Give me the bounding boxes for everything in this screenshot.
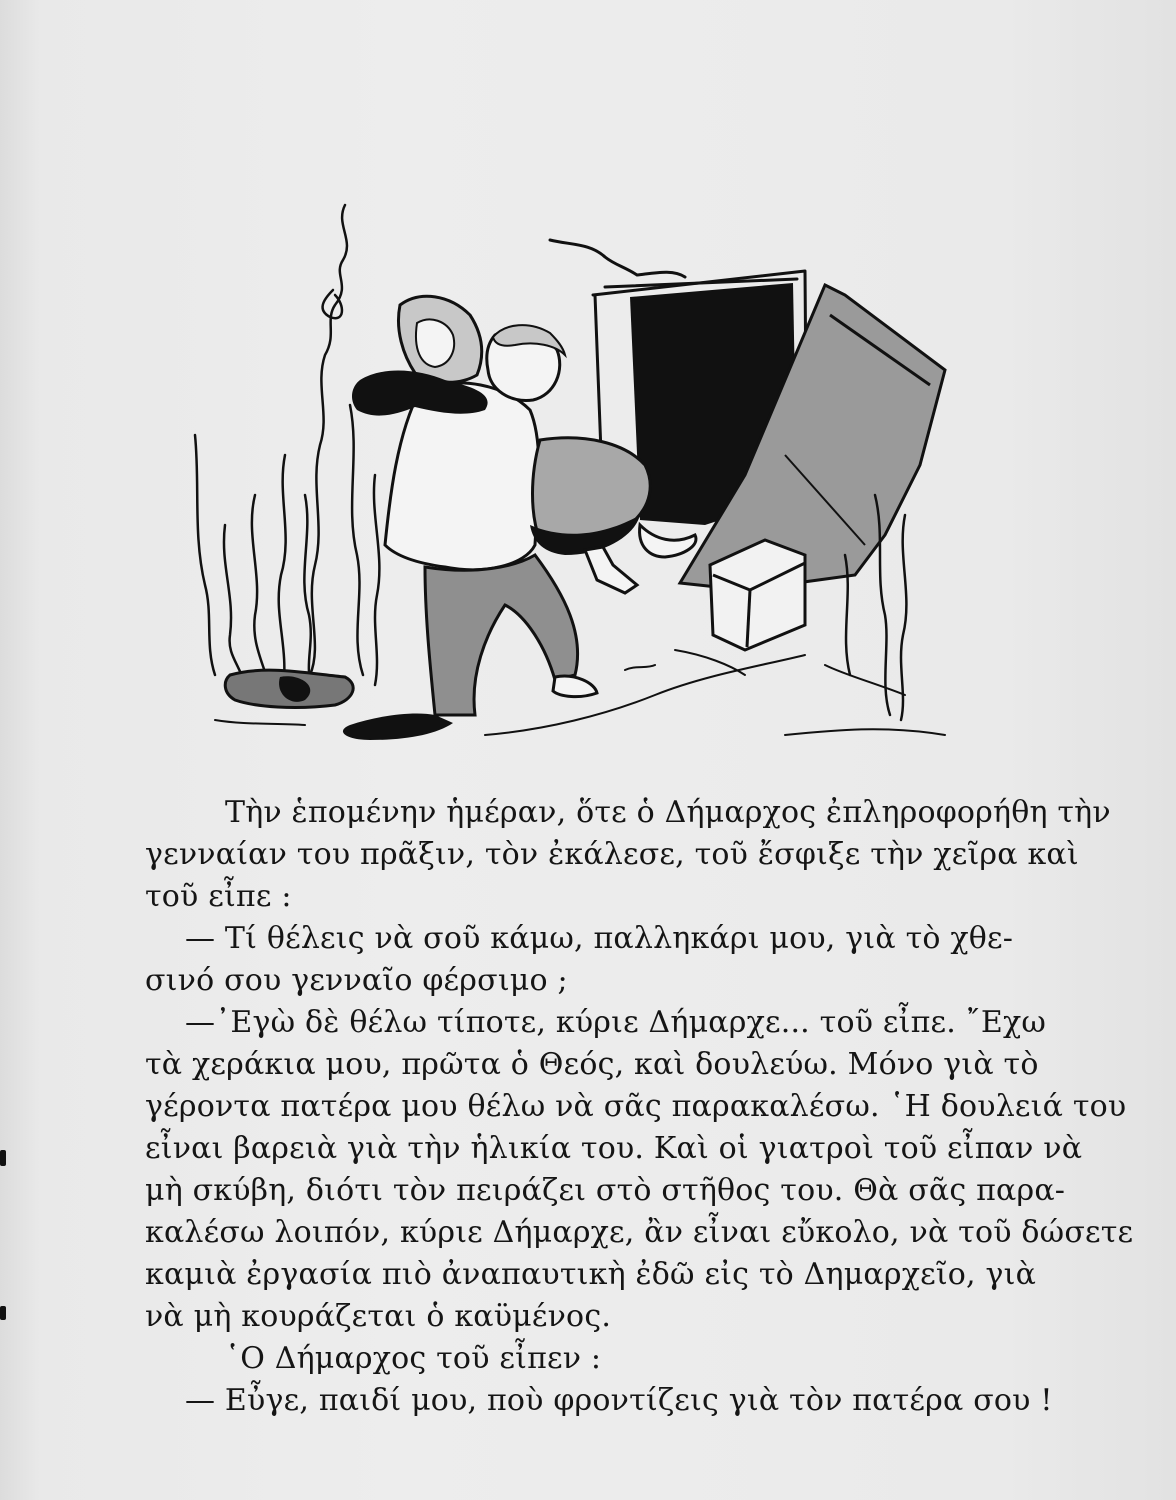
text-line: μὴ σκύβη, διότι τὸν πειράζει στὸ στῆθος του. Θὰ σᾶς παρα- <box>145 1173 1066 1208</box>
text-line: καλέσω λοιπόν, κύριε Δήμαρχε, ἂν εἶναι εὔκολο, νὰ τοῦ δώσετε <box>145 1215 1134 1250</box>
text-line: Τὴν ἑπομένην ἡμέραν, ὅτε ὁ Δήμαρχος ἐπληροφορήθη τὴν <box>225 795 1111 830</box>
binding-mark <box>0 1306 6 1320</box>
text-line: νὰ μὴ κουράζεται ὁ καϋμένος. <box>145 1299 612 1334</box>
text-line: τὰ χεράκια μου, πρῶτα ὁ Θεός, καὶ δουλεύω. Μόνο γιὰ τὸ <box>145 1047 1039 1082</box>
text-line: γέροντα πατέρα μου θέλω νὰ σᾶς παρακαλέσω. ῾Η δουλειά του <box>145 1089 1127 1124</box>
text-line: καμιὰ ἐργασία πιὸ ἀναπαυτικὴ ἐδῶ εἰς τὸ Δημαρχεῖο, γιὰ <box>145 1257 1037 1292</box>
text-line: τοῦ εἶπε : <box>145 879 292 914</box>
text-line: — Τί θέλεις νὰ σοῦ κάμω, παλληκάρι μου, γιὰ τὸ χθε- <box>185 921 1014 956</box>
text-line: σινό σου γενναῖο φέρσιμο ; <box>145 963 568 998</box>
text-line: ῾Ο Δήμαρχος τοῦ εἶπεν : <box>225 1341 602 1376</box>
text-line: εἶναι βαρειὰ γιὰ τὴν ἡλικία του. Καὶ οἱ γιατροὶ τοῦ εἶπαν νὰ <box>145 1131 1083 1166</box>
text-line: γενναίαν του πρᾶξιν, τὸν ἐκάλεσε, τοῦ ἔσφιξε τὴν χεῖρα καὶ <box>145 837 1079 872</box>
text-line: —᾿Εγὼ δὲ θέλω τίποτε, κύριε Δήμαρχε... τοῦ εἶπε. ῎Εχω <box>185 1005 1047 1040</box>
text-line: — Εὖγε, παιδί μου, ποὺ φροντίζεις γιὰ τὸν πατέρα σου ! <box>185 1383 1053 1418</box>
illustration-boy-carrying-woman-icon <box>185 195 955 755</box>
binding-mark <box>0 1150 6 1166</box>
